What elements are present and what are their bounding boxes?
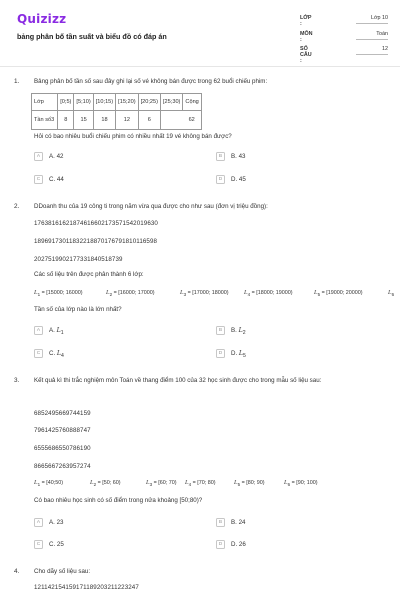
- table-cell: 12: [116, 111, 138, 130]
- interval-item: $L_4 = [70$; 80): [185, 480, 216, 488]
- interval-item: $L_6$: [388, 290, 395, 298]
- interval-item: $L_5 = [19000$; 20000): [314, 290, 363, 298]
- option-text: C. 44: [49, 176, 64, 183]
- option-text: B. 43: [231, 153, 246, 160]
- table-cell: [10;15): [93, 94, 115, 111]
- option-text: A. 42: [49, 153, 64, 160]
- grade-value: Lớp 10: [370, 15, 388, 21]
- option-letter-box: D: [216, 349, 225, 358]
- table-cell: [20;25): [138, 94, 160, 111]
- table-cell: Cộng: [183, 94, 201, 111]
- grade-label: LỚP :: [300, 15, 312, 27]
- question-text: Kết quả kì thi trắc nghiệm môn Toán về thang điểm 100 của 32 học sinh được cho trong mẫu số liệu sau:: [34, 377, 322, 384]
- option-letter-box: D: [216, 175, 225, 184]
- question-number: 4.: [14, 568, 20, 575]
- subject-underline: [356, 39, 388, 40]
- table-cell: [25;30): [161, 94, 183, 111]
- data-line: 176381616218746166021735715420196​30: [34, 220, 158, 227]
- option-text: A. 23: [49, 519, 64, 526]
- table-cell: 8: [58, 111, 74, 130]
- table-cell: 6: [138, 111, 160, 130]
- option-letter-box: D: [216, 540, 225, 549]
- table-cell: Lớp: [32, 94, 58, 111]
- subject-label: MÔN :: [300, 31, 313, 43]
- question-2-ask: Tần số của lớp nào là lớn nhất?: [34, 306, 122, 313]
- option-letter-box: B: [216, 152, 225, 161]
- option-text: D. 45: [231, 176, 246, 183]
- interval-item: $L_1$ = [40;50): [34, 480, 64, 488]
- option-letter-box: C: [34, 175, 43, 184]
- table-cell: 62: [161, 111, 202, 130]
- data-line: 121142154159171189203211223247: [34, 584, 139, 591]
- data-line: 189691730118322188701767918101165​98: [34, 238, 158, 245]
- option-text: D. $L_5$: [231, 350, 246, 360]
- table-cell: 18: [93, 111, 115, 130]
- option-letter-box: C: [34, 540, 43, 549]
- data-line: 6555686550786190: [34, 445, 91, 452]
- option-letter-box: A: [34, 326, 43, 335]
- option-letter-box: B: [216, 326, 225, 335]
- worksheet-header: [0, 0, 400, 66]
- question-number: 1.: [14, 78, 20, 85]
- data-line: 6852495669744159: [34, 410, 91, 417]
- question-text: Bảng phân bố tần số sau đây ghi lại số vé không bán được trong 62 buổi chiếu phim:: [34, 78, 268, 85]
- data-line: 8665667263957274: [34, 463, 91, 470]
- interval-list: [34, 480, 400, 490]
- interval-item: $L_2 = [16000$; 17000): [106, 290, 155, 298]
- interval-item: $L_3 = [60$; 70): [146, 480, 177, 488]
- table-row: [32, 111, 202, 130]
- table-row: [32, 94, 202, 111]
- question-number: 2.: [14, 203, 20, 210]
- option-letter-box: A: [34, 152, 43, 161]
- option-text: C. $L_4$: [49, 350, 64, 360]
- option-letter-box: C: [34, 349, 43, 358]
- question-text: Cho dãy số liệu sau:: [34, 568, 91, 575]
- option-text: A. $L_1$: [49, 327, 64, 337]
- header-divider: [0, 66, 400, 67]
- interval-item: $L_5 = [80$; 90): [234, 480, 265, 488]
- interval-list: [34, 290, 400, 300]
- table-cell: [15;20): [116, 94, 138, 111]
- table-cell: [0;5): [58, 94, 74, 111]
- subject-value: Toán: [376, 31, 388, 37]
- interval-item: $L_1 = [15000$; 16000): [34, 290, 83, 298]
- table-cell: 15: [74, 111, 93, 130]
- table-cell: Tần số3: [32, 111, 58, 130]
- frequency-table: [31, 93, 202, 130]
- count-label: SỐ CÂU :: [300, 46, 312, 64]
- count-value: 12: [382, 46, 388, 52]
- interval-item: $L_6 = [90$; 100): [284, 480, 318, 488]
- question-1-ask: Hỏi có bao nhiêu buổi chiếu phim có nhiều nhất 19 vé không bán được?: [34, 133, 232, 140]
- question-number: 3.: [14, 377, 20, 384]
- option-text: D. 26: [231, 541, 246, 548]
- option-text: C. 25: [49, 541, 64, 548]
- table-cell: [5;10): [74, 94, 93, 111]
- option-letter-box: A: [34, 518, 43, 527]
- count-underline: [356, 54, 388, 55]
- data-line: 7961425760888747: [34, 427, 91, 434]
- quizizz-logo: Quizizz: [17, 12, 67, 26]
- question-3-ask: Có bao nhiêu học sinh có số điểm trong nửa khoảng [50;80)?: [34, 497, 203, 504]
- option-text: B. 24: [231, 519, 246, 526]
- interval-item: $L_2 = [50$; 60): [90, 480, 121, 488]
- question-text: DDoanh thu của 19 công ti trong năm vừa qua được cho như sau (đơn vị triệu đồng):: [34, 203, 268, 210]
- option-letter-box: B: [216, 518, 225, 527]
- grade-underline: [356, 23, 388, 24]
- data-line: 202751990217733184051873​9: [34, 256, 123, 263]
- worksheet-title: bảng phân bố tần suất và biểu đồ có đáp án: [17, 32, 167, 41]
- interval-item: $L_4 = [18000$; 19000): [244, 290, 293, 298]
- option-text: B. $L_2$: [231, 327, 246, 337]
- question-2-intro: Các số liệu trên được phân thành 6 lớp:: [34, 271, 144, 278]
- interval-item: $L_3 = [17000$; 18000): [180, 290, 229, 298]
